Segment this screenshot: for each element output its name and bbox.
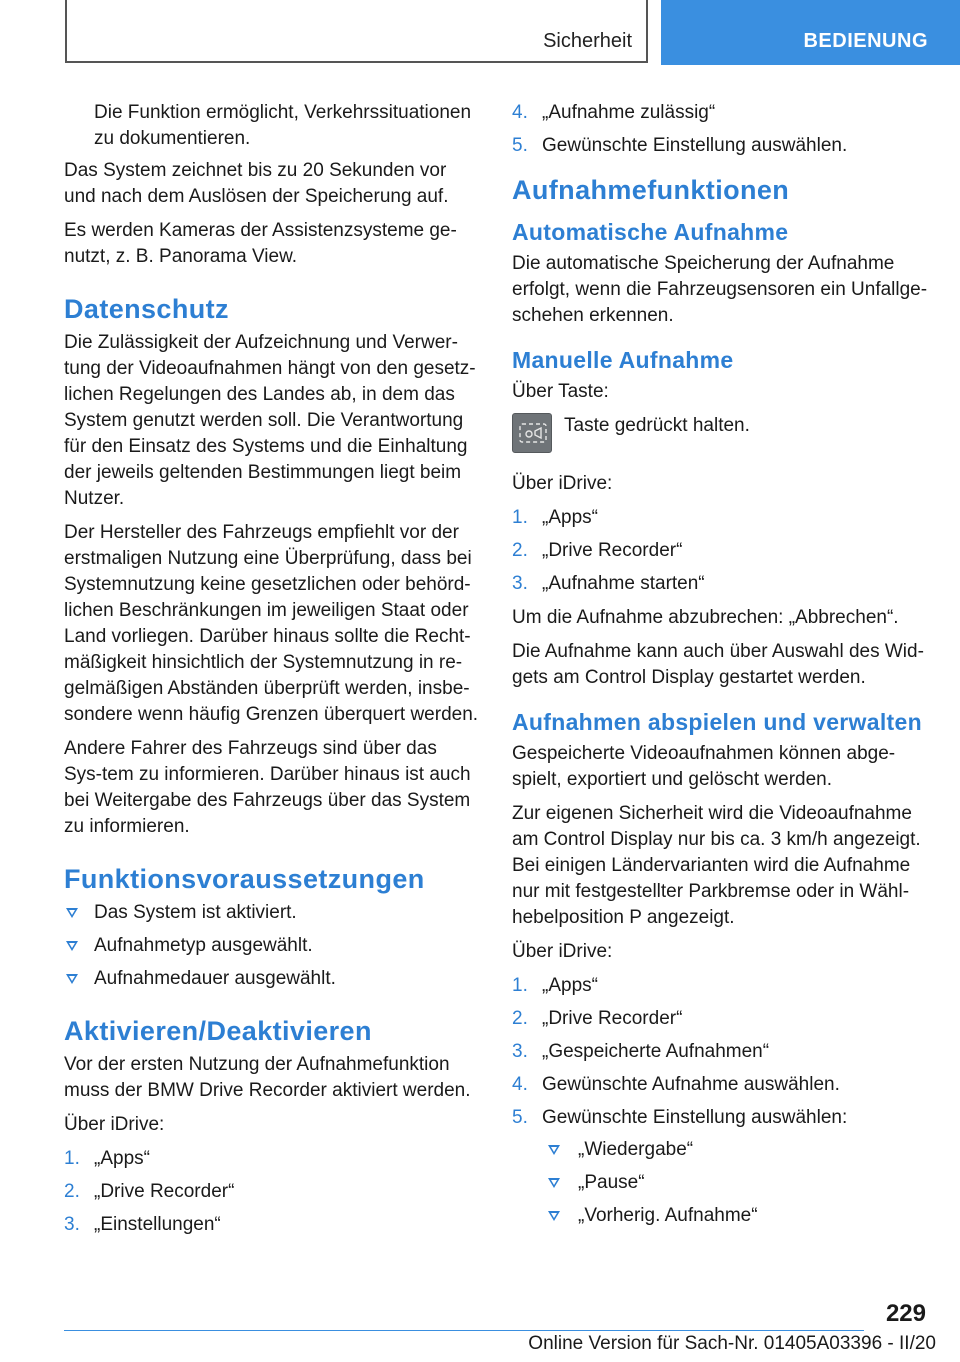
list-item: 3. „Aufnahme starten“ (512, 571, 928, 597)
list-item: „Pause“ (542, 1170, 928, 1196)
list-item: 5. Gewünschte Einstellung auswählen: „Wiedergabe“ „Pause“ „Vorherig. Aufnahme“ (512, 1105, 928, 1229)
paragraph: Gespeicherte Videoaufnahmen können abge-spielt, exportiert und gelöscht werden. (512, 743, 896, 790)
list-item: Aufnahmetyp ausgewählt. (64, 933, 480, 959)
heading-aufnahmen-abspielen: Aufnahmen abspielen und verwalten (512, 709, 922, 735)
step-number: 3. (512, 1041, 528, 1062)
list-item: 3. „Gespeicherte Aufnahmen“ (512, 1039, 928, 1065)
paragraph: Die Aufnahme kann auch über Auswahl des Wid-gets am Control Display gestartet werden. (512, 641, 924, 688)
paragraph: Zur eigenen Sicherheit wird die Videoaufnahme am Control Display nur bis ca. 3 km/h angezeigt. Bei einigen Ländervarianten wird die Aufnahme nur mit festgestellter Parkbremse oder in Wähl-hebelposition P angezeigt. (512, 803, 921, 928)
manual-recording-steps (512, 505, 928, 597)
prerequisite-list (64, 900, 480, 992)
heading-funktionsvoraussetzungen: Funktionsvoraussetzungen (64, 864, 425, 894)
list-item: 2. „Drive Recorder“ (64, 1179, 480, 1205)
step-number: 1. (512, 975, 528, 996)
footer-divider (64, 1330, 864, 1331)
playback-steps (512, 973, 928, 1229)
button-instruction (512, 413, 928, 461)
step-number: 4. (512, 1074, 528, 1095)
triangle-bullet-icon (548, 1145, 560, 1155)
step-number: 3. (512, 573, 528, 594)
step-number: 2. (512, 1008, 528, 1029)
header-chapter-bar (661, 0, 960, 65)
left-column (64, 100, 480, 1246)
paragraph: Über iDrive: (64, 1114, 165, 1135)
header-section-tab (65, 0, 648, 63)
intro-text: Die Funktion ermöglicht, Verkehrssituationen zu dokumentieren. (94, 102, 472, 149)
step-number: 3. (64, 1214, 80, 1235)
list-item: 1. „Apps“ (64, 1146, 480, 1172)
footer-online-version: Online Version für Sach-Nr. 01405A03396 - II/20 (528, 1333, 936, 1354)
triangle-bullet-icon (66, 941, 78, 951)
page-number: 229 (885, 1300, 926, 1327)
triangle-bullet-icon (548, 1178, 560, 1188)
triangle-bullet-icon (66, 908, 78, 918)
button-instruction-text: Taste gedrückt halten. (564, 415, 750, 436)
step-number: 5. (512, 135, 528, 156)
list-item: 4. Gewünschte Aufnahme auswählen. (512, 1072, 928, 1098)
list-item: 2. „Drive Recorder“ (512, 1006, 928, 1032)
step-number: 4. (512, 102, 528, 123)
list-item: 2. „Drive Recorder“ (512, 538, 928, 564)
paragraph: Der Hersteller des Fahrzeugs empfiehlt vor der erstmaligen Nutzung eine Überprüfung, dass bei Systemnutzung keine gesetzlichen oder behörd-lichen Beschränkungen im jeweiligen Staat oder Land vorliegen. Darüber hinaus sollte die Recht-mäßigkeit hinsichtlich der Systemnutzung in re-gelmäßigen Abständen überprüft werden, insbe-sondere wenn häufig Grenzen überquert werden. (64, 522, 479, 725)
list-item: „Wiedergabe“ (542, 1137, 928, 1163)
paragraph: Vor der ersten Nutzung der Aufnahmefunktion muss der BMW Drive Recorder aktiviert werden. (64, 1054, 471, 1101)
list-item: Das System ist aktiviert. (64, 900, 480, 926)
paragraph: Um die Aufnahme abzubrechen: „Abbrechen“. (512, 607, 899, 628)
drive-recorder-button-icon (512, 413, 552, 453)
paragraph: Andere Fahrer des Fahrzeugs sind über das Sys-tem zu informieren. Darüber hinaus ist auch bei Weitergabe des Fahrzeugs über das System zu informieren. (64, 738, 471, 837)
chapter-title: BEDIENUNG (803, 30, 928, 52)
heading-aufnahmefunktionen: Aufnahmefunktionen (512, 175, 790, 205)
section-title: Sicherheit (543, 30, 632, 52)
list-item: 3. „Einstellungen“ (64, 1212, 480, 1238)
list-item: 4. „Aufnahme zulässig“ (512, 100, 928, 126)
list-item: 5. Gewünschte Einstellung auswählen. (512, 133, 928, 159)
list-item: 1. „Apps“ (512, 973, 928, 999)
heading-manuelle-aufnahme: Manuelle Aufnahme (512, 347, 734, 373)
step-number: 2. (64, 1181, 80, 1202)
step-number: 5. (512, 1107, 528, 1128)
step-number: 1. (512, 507, 528, 528)
paragraph: Das System zeichnet bis zu 20 Sekunden vor und nach dem Auslösen der Speicherung auf. (64, 160, 449, 207)
triangle-bullet-icon (66, 974, 78, 984)
heading-aktivieren: Aktivieren/Deaktivieren (64, 1016, 372, 1046)
paragraph: Es werden Kameras der Assistenzsysteme ge-nutzt, z. B. Panorama View. (64, 220, 457, 267)
step-number: 2. (512, 540, 528, 561)
triangle-bullet-icon (548, 1211, 560, 1221)
list-item: Aufnahmedauer ausgewählt. (64, 966, 480, 992)
paragraph: Über iDrive: (512, 473, 613, 494)
paragraph: Die Zulässigkeit der Aufzeichnung und Verwer-tung der Videoaufnahmen hängt von den gesetz-lichen Regelungen des Landes ab, in dem das System genutzt werden soll. Die Verantwortung für den Einsatz des Systems und die Einhaltung der jeweils geltenden Bestimmungen liegt beim Nutzer. (64, 332, 476, 509)
paragraph: Über Taste: (512, 381, 609, 402)
list-item: „Vorherig. Aufnahme“ (542, 1203, 928, 1229)
playback-options (542, 1137, 928, 1229)
activation-steps-continued (512, 100, 928, 159)
heading-datenschutz: Datenschutz (64, 294, 229, 324)
heading-automatische-aufnahme: Automatische Aufnahme (512, 219, 789, 245)
right-column (512, 100, 928, 1237)
activation-steps (64, 1146, 480, 1238)
paragraph: Über iDrive: (512, 941, 613, 962)
list-item: 1. „Apps“ (512, 505, 928, 531)
paragraph: Die automatische Speicherung der Aufnahme erfolgt, wenn die Fahrzeugsensoren ein Unfallge-schehen erkennen. (512, 253, 928, 326)
step-number: 1. (64, 1148, 80, 1169)
